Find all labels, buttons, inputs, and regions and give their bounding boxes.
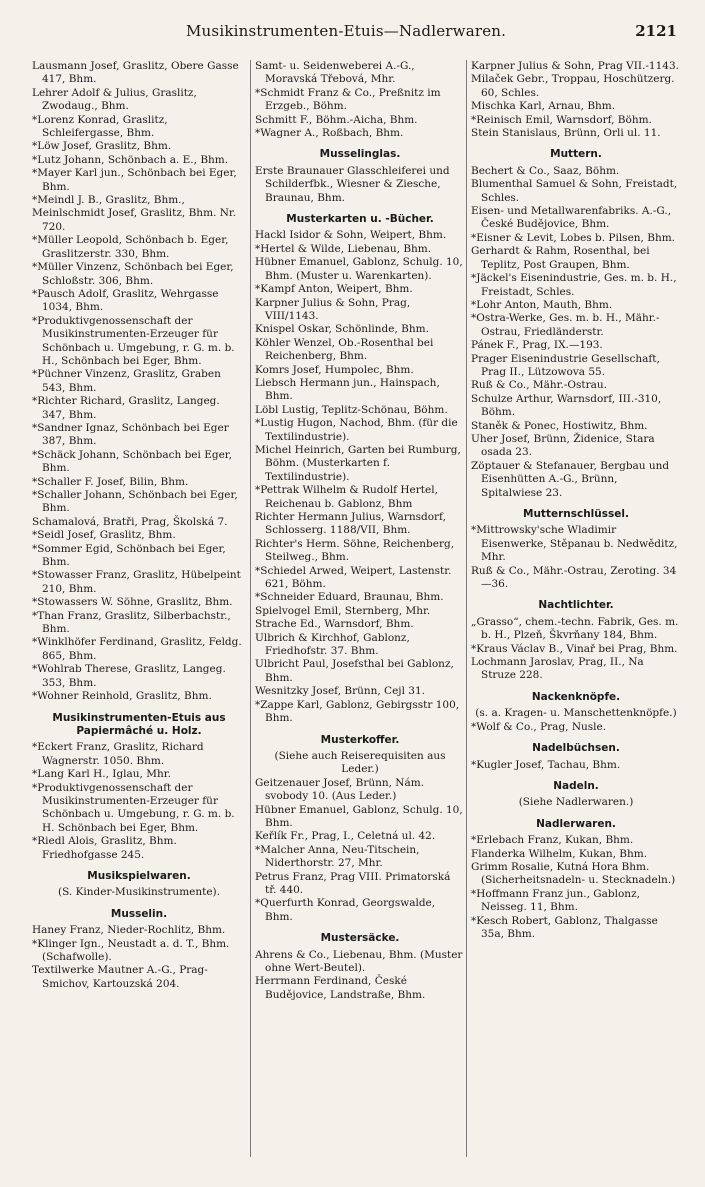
directory-entry: Bechert & Co., Saaz, Böhm. <box>471 164 620 177</box>
directory-entry: *Ostra-Werke, Ges. m. b. H., Mähr.-Ostrau, Friedländerstr. <box>471 312 660 338</box>
directory-entry: Hübner Emanuel, Gablonz, Schulg. 10, Bhm. <box>255 803 463 829</box>
directory-entry: Textilwerke Mautner A.-G., Prag-Smichov, Kartouzská 204. <box>32 964 208 990</box>
directory-entry: *Schaller F. Josef, Bilin, Bhm. <box>32 475 189 488</box>
page-number: 2121 <box>635 22 677 40</box>
directory-entry: *Schaller Johann, Schönbach bei Eger, Bhm. <box>32 489 238 515</box>
directory-entry: *Hertel & Wilde, Liebenau, Bhm. <box>255 242 432 255</box>
directory-entry: *Schiedel Arwed, Weipert, Lastenstr. 621, Böhm. <box>255 564 452 591</box>
directory-entry: *Schneider Eduard, Braunau, Bhm. <box>255 591 444 604</box>
directory-entry: Petrus Franz, Prag VIII. Primatorská tř. 440. <box>255 870 451 896</box>
directory-entry: *Löw Josef, Graslitz, Bhm. <box>32 140 172 153</box>
section-heading: Musterkarten u. -Bücher. <box>286 213 434 226</box>
directory-entry: Richter Hermann Julius, Warnsdorf, Schlosserg. 1188/VII, Bhm. <box>255 511 446 537</box>
directory-entry: Geitzenauer Josef, Brünn, Nám. svobody 10. (Aus Leder.) <box>255 776 425 803</box>
directory-entry: Stein Stanislaus, Brünn, Orli ul. 11. <box>471 127 661 140</box>
section-heading: Nachtlichter. <box>538 599 614 612</box>
directory-entry: Prager Eisenindustrie Gesellschaft, Prag II., Lützowova 55. <box>471 352 660 378</box>
directory-entry: *Hoffmann Franz jun., Gablonz, Neisseg. 11, Bhm. <box>471 887 640 914</box>
page-title: Musikinstrumenten-Etuis—Nadlerwaren. <box>186 22 507 40</box>
directory-entry: Milaček Gebr., Troppau, Hoschützerg. 60, Schles. <box>471 73 675 99</box>
directory-entry: Richter's Herm. Söhne, Reichenberg, Steilweg., Bhm. <box>255 537 455 564</box>
directory-entry: *Schmidt Franz & Co., Preßnitz im Erzgeb., Böhm. <box>255 86 441 113</box>
directory-entry: Liebsch Hermann jun., Hainspach, Bhm. <box>255 376 440 403</box>
directory-entry: Flanderka Wilhelm, Kukan, Bhm. <box>471 847 648 860</box>
directory-entry: *Than Franz, Graslitz, Silberbachstr., Bhm. <box>32 609 231 636</box>
directory-entry: Ruß & Co., Mähr.-Ostrau, Zeroting. 34—36. <box>471 564 677 591</box>
column-3 <box>466 60 681 1157</box>
directory-entry: Lehrer Adolf & Julius, Graslitz, Zwodaug., Bhm. <box>32 86 197 113</box>
directory-entry: Hübner Emanuel, Gablonz, Schulg. 10, Bhm. (Muster u. Warenkarten). <box>255 256 463 282</box>
directory-entry: *Richter Richard, Graslitz, Langeg. 347, Bhm. <box>32 395 220 421</box>
section-heading: Muttern. <box>550 148 602 161</box>
directory-entry: *Seidl Josef, Graslitz, Bhm. <box>32 529 176 542</box>
directory-entry: *Mittrowsky'sche Wladimir Eisenwerke, Stěpanau b. Nedwěditz, Mhr. <box>471 524 678 564</box>
column-2 <box>250 60 465 1157</box>
directory-entry: Spielvogel Emil, Sternberg, Mhr. <box>255 604 431 617</box>
section-heading: Nadeln. <box>553 779 599 792</box>
directory-entry: *Stowasser Franz, Graslitz, Hübelpeint 210, Bhm. <box>32 569 241 595</box>
directory-entry: Erste Braunauer Glasschleiferei und Schilderfbk., Wiesner & Ziesche, Braunau, Bhm. <box>255 164 450 204</box>
directory-entry: *Reinisch Emil, Warnsdorf, Böhm. <box>471 113 652 126</box>
directory-entry: Samt- u. Seidenweberei A.-G., Moravská Třebová, Mhr. <box>255 60 415 86</box>
column-1 <box>32 60 246 1157</box>
directory-entry: *Mayer Karl jun., Schönbach bei Eger, Bhm. <box>32 167 237 193</box>
directory-entry: *Querfurth Konrad, Georgswalde, Bhm. <box>255 897 436 923</box>
directory-entry: Schulze Arthur, Warnsdorf, III.-310, Böhm. <box>471 392 662 419</box>
section-heading: Musselinglas. <box>319 148 401 161</box>
directory-entry: Grimm Rosalie, Kutná Hora Bhm. (Sicherheitsnadeln- u. Stecknadeln.) <box>471 860 676 887</box>
directory-entry: *Kampf Anton, Weipert, Bhm. <box>255 283 413 296</box>
directory-entry: *Wagner A., Roßbach, Bhm. <box>255 127 404 140</box>
directory-entry: *Malcher Anna, Neu-Titschein, Niderthorstr. 27, Mhr. <box>255 843 420 870</box>
section-heading: Nadlerwaren. <box>536 817 616 830</box>
directory-entry: *Stowassers W. Söhne, Graslitz, Bhm. <box>32 596 233 609</box>
directory-entry: *Müller Leopold, Schönbach b. Eger, Graslitzerstr. 330, Bhm. <box>32 234 229 260</box>
directory-entry: Eisen- und Metallwarenfabriks. A.-G., České Budějovice, Bhm. <box>471 205 672 231</box>
directory-entry: *Sandner Ignaz, Schönbach bei Eger 387, Bhm. <box>32 421 229 448</box>
directory-entry: *Schäck Johann, Schönbach bei Eger, Bhm. <box>32 448 232 475</box>
section-heading: Nadelbüchsen. <box>532 742 620 755</box>
section-heading: Mustersäcke. <box>320 932 400 945</box>
directory-entry: *Lorenz Konrad, Graslitz, Schleifergasse, Bhm. <box>32 113 168 140</box>
directory-entry: *Produktivgenossenschaft der Musikinstrumenten-Erzeuger für Schönbach u. Umgebung, r. G. m. b. H., Schönbach bei Eger, Bhm. <box>32 314 235 367</box>
directory-entry: Karpner Julius & Sohn, Prag, VIII/1143. <box>255 296 411 322</box>
directory-entry: Haney Franz, Nieder-Rochlitz, Bhm. <box>32 924 226 937</box>
directory-entry: Komrs Josef, Humpolec, Bhm. <box>255 363 414 376</box>
section-heading: Musselin. <box>110 907 168 920</box>
directory-entry: Michel Heinrich, Garten bei Rumburg, Böhm. (Musterkarten f. Textilindustrie). <box>255 443 461 483</box>
directory-entry: Blumenthal Samuel & Sohn, Freistadt, Schles. <box>471 178 678 204</box>
directory-entry: Ulbricht Paul, Josefsthal bei Gablonz, Bhm. <box>255 658 454 684</box>
directory-entry: Schamalová, Bratři, Prag, Školská 7. <box>32 515 228 528</box>
directory-entry: Hackl Isidor & Sohn, Weipert, Bhm. <box>255 229 447 242</box>
directory-entry: *Kraus Václav B., Vinař bei Prag, Bhm. <box>471 642 678 655</box>
directory-entry: Ahrens & Co., Liebenau, Bhm. (Muster ohne Wert-Beutel). <box>255 948 463 974</box>
directory-entry: *Lang Karl H., Iglau, Mhr. <box>32 768 171 781</box>
directory-entry: Strache Ed., Warnsdorf, Bhm. <box>255 618 414 631</box>
section-heading: Mutternschlüssel. <box>523 508 629 520</box>
directory-entry: *Klinger Ign., Neustadt a. d. T., Bhm. (Schafwolle). <box>32 937 230 963</box>
directory-entry: *Pettrak Wilhelm & Rudolf Hertel, Reichenau b. Gablonz, Bhm <box>255 484 438 510</box>
cross-reference-note: (S. Kinder-Musikinstrumente). <box>58 886 220 899</box>
directory-entry: Schmitt F., Böhm.-Aicha, Bhm. <box>255 113 418 126</box>
directory-entry: Mischka Karl, Arnau, Bhm. <box>471 100 616 113</box>
directory-entry: Ulbrich & Kirchhof, Gablonz, Friedhofstr. 37. Bhm. <box>255 631 410 658</box>
directory-entry: *Eisner & Levit, Lobes b. Pilsen, Bhm. <box>471 231 675 244</box>
directory-entry: „Grasso“, chem.-techn. Fabrik, Ges. m. b. H., Plzeň, Škvrňany 184, Bhm. <box>471 615 679 642</box>
directory-entry: Lochmann Jaroslav, Prag, II., Na Struze 228. <box>471 656 644 682</box>
section-heading: Musikspielwaren. <box>87 869 191 882</box>
section-heading: Musikinstrumenten-Etuis aus Papiermâché u. Holz. <box>52 711 226 737</box>
directory-entry: *Lustig Hugon, Nachod, Bhm. (für die Textilindustrie). <box>255 417 458 443</box>
directory-entry: *Wohner Reinhold, Graslitz, Bhm. <box>32 690 212 703</box>
directory-entry: *Müller Vinzenz, Schönbach bei Eger, Schloßstr. 306, Bhm. <box>32 261 234 287</box>
directory-entry: *Wolf & Co., Prag, Nusle. <box>471 720 607 733</box>
directory-entry: Keřlík Fr., Prag, I., Celetná ul. 42. <box>255 830 436 843</box>
directory-entry: *Sommer Egid, Schönbach bei Eger, Bhm. <box>32 542 226 569</box>
directory-entry: Köhler Wenzel, Ob.-Rosenthal bei Reichenberg, Bhm. <box>255 336 434 363</box>
directory-entry: *Püchner Vinzenz, Graslitz, Graben 543, Bhm. <box>32 368 221 394</box>
section-heading: Nackenknöpfe. <box>531 690 621 703</box>
directory-entry: *Pausch Adolf, Graslitz, Wehrgasse 1034, Bhm. <box>32 287 219 314</box>
directory-entry: *Meindl J. B., Graslitz, Bhm., <box>32 194 185 207</box>
directory-entry: *Erlebach Franz, Kukan, Bhm. <box>471 834 634 847</box>
directory-entry: Herrmann Ferdinand, České Budějovice, Landstraße, Bhm. <box>255 975 426 1001</box>
section-heading: Musterkoffer. <box>320 733 400 746</box>
directory-entry: *Winklhöfer Ferdinand, Graslitz, Feldg. 865, Bhm. <box>32 636 242 662</box>
directory-entry: Karpner Julius & Sohn, Prag VII.-1143. <box>471 60 679 72</box>
directory-entry: Uher Josef, Brünn, Židenice, Stara osada 23. <box>471 432 655 459</box>
directory-entry: Wesnitzky Josef, Brünn, Cejl 31. <box>255 685 425 698</box>
cross-reference-note: (Siehe auch Reiserequisiten aus Leder.) <box>274 749 446 776</box>
directory-entry: Staněk & Ponec, Hostiwitz, Bhm. <box>471 419 648 432</box>
directory-entry: *Lohr Anton, Mauth, Bhm. <box>471 298 613 311</box>
directory-entry: *Kugler Josef, Tachau, Bhm. <box>471 758 621 771</box>
cross-reference-note: (s. a. Kragen- u. Manschettenknöpfe.) <box>475 707 677 720</box>
directory-entry: *Jäckel's Eisenindustrie, Ges. m. b. H., Freistadt, Schles. <box>471 272 677 298</box>
directory-entry: Lausmann Josef, Graslitz, Obere Gasse 417, Bhm. <box>32 60 239 86</box>
page-header <box>0 22 705 44</box>
directory-entry: Ruß & Co., Mähr.-Ostrau. <box>471 379 608 392</box>
directory-entry: *Wohlrab Therese, Graslitz, Langeg. 353, Bhm. <box>32 663 226 689</box>
directory-entry: Gerhardt & Rahm, Rosenthal, bei Teplitz, Post Graupen, Bhm. <box>471 245 650 271</box>
directory-entry: *Zappe Karl, Gablonz, Gebirgsstr 100, Bhm. <box>255 698 460 725</box>
directory-entry: *Lutz Johann, Schönbach a. E., Bhm. <box>32 153 229 166</box>
directory-entry: Pánek F., Prag, IX.—193. <box>471 339 603 352</box>
directory-entry: Löbl Lustig, Teplitz-Schönau, Böhm. <box>255 403 448 416</box>
directory-entry: Knispel Oskar, Schönlinde, Bhm. <box>255 323 429 336</box>
cross-reference-note: (Siehe Nadlerwaren.) <box>518 796 634 809</box>
directory-entry: *Kesch Robert, Gablonz, Thalgasse 35a, Bhm. <box>471 914 658 940</box>
directory-entry: *Riedl Alois, Graslitz, Bhm. Friedhofgasse 245. <box>32 835 177 861</box>
directory-entry: Zöptauer & Stefanauer, Bergbau und Eisenhütten A.-G., Brünn, Spitalwiese 23. <box>471 459 670 499</box>
directory-entry: *Eckert Franz, Graslitz, Richard Wagnerstr. 1050. Bhm. <box>32 741 204 767</box>
directory-entry: Meinlschmidt Josef, Graslitz, Bhm. Nr. 720. <box>32 207 237 233</box>
directory-entry: *Produktivgenossenschaft der Musikinstrumenten-Erzeuger für Schönbach u. Umgebung, r. G. m. b. H. Schönbach bei Eger, Bhm. <box>32 781 235 834</box>
